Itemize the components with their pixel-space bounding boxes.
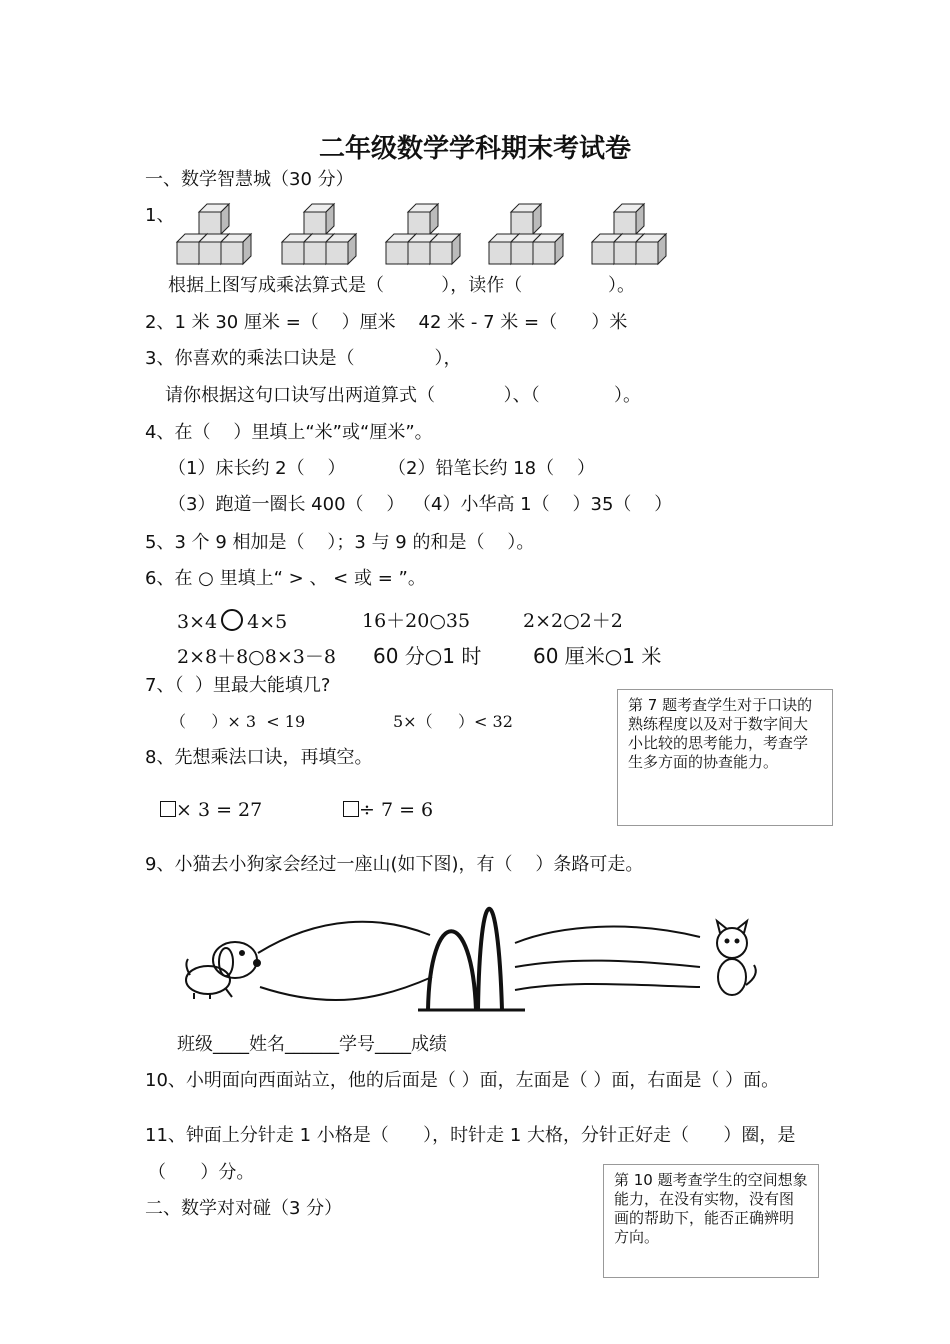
cube-figure-5 [592, 204, 666, 264]
class-info: 班级____姓名______学号____成绩 [177, 1034, 447, 1055]
cube-figure-2 [282, 204, 356, 264]
mountain-right [478, 909, 502, 1010]
q7-line1: 7、（ ）里最大能填几? [145, 675, 331, 696]
q2-text: 2、1 米 30 厘米 =（ ）厘米 42 米 - 7 米 =（ ）米 [145, 312, 628, 333]
dog-icon [186, 942, 260, 999]
mountain-path-figure [180, 885, 770, 1015]
blank-box-icon [160, 801, 176, 817]
cube-figures [175, 200, 675, 272]
q4-item-2: （2）铅笔长约 18（ ） [388, 458, 595, 479]
q11-line2: （ ）分。 [148, 1162, 255, 1183]
q7-item-1: （ ）× 3 < 19 [170, 712, 306, 731]
path-lower-right [515, 984, 700, 990]
section-1-heading: 一、数学智慧城（30 分） [145, 169, 354, 190]
page-title: 二年级数学学科期末考试卷 [318, 134, 631, 164]
path-upper-left [258, 922, 430, 953]
q4-item-1: （1）床长约 2（ ） [168, 458, 346, 479]
cube-figure-3 [386, 204, 460, 264]
q8-item-2-text: ÷ 7 = 6 [359, 799, 434, 821]
q6-expr-1-right: 4×5 [247, 611, 288, 633]
q7-item-2: 5×（ ）< 32 [393, 712, 513, 731]
note-q7: 第 7 题考查学生对于口诀的熟练程度以及对于数字间大小比较的思考能力，考查学生多方面的协查能力。 [617, 689, 833, 826]
q6-expr-1-left: 3×4 [177, 611, 218, 633]
cube-figure-1 [177, 204, 251, 264]
q4-line1: 4、在（ ）里填上“米”或“厘米”。 [145, 422, 433, 443]
mountain-left [428, 931, 476, 1010]
path-upper-right [515, 927, 700, 943]
q11-line1: 11、钟面上分针走 1 小格是（ ），时针走 1 大格，分针正好走（ ）圈，是 [145, 1125, 796, 1146]
q6-expr-5: 60 分○1 时 [373, 644, 482, 668]
q6-expr-2: 16＋20○35 [362, 610, 471, 632]
q6-line1: 6、在 ○ 里填上“ > 、 < 或 = ”。 [145, 568, 426, 589]
q6-expr-1 [177, 609, 287, 634]
q10-text: 10、小明面向西面站立，他的后面是（ ）面，左面是（ ）面，右面是（ ）面。 [145, 1070, 780, 1091]
q8-item-1-text: × 3 = 27 [176, 799, 263, 821]
blank-box-icon [343, 801, 359, 817]
cube-figure-4 [489, 204, 563, 264]
q8-item-1 [160, 798, 262, 822]
section-2-heading: 二、数学对对碰（3 分） [145, 1198, 343, 1219]
q8-item-2 [343, 798, 433, 822]
q4-item-4: （4）小华高 1（ ）35（ ） [413, 494, 673, 515]
q1-text: 根据上图写成乘法算式是（ ），读作（ ）。 [168, 275, 636, 296]
q3-line2: 请你根据这句口诀写出两道算式（ ）、（ ）。 [165, 385, 642, 406]
q8-line1: 8、先想乘法口诀，再填空。 [145, 747, 373, 768]
q5-text: 5、3 个 9 相加是（ ）；3 与 9 的和是（ ）。 [145, 532, 535, 553]
q4-item-3: （3）跑道一圈长 400（ ） [168, 494, 405, 515]
q6-expr-3: 2×2○2＋2 [523, 610, 623, 632]
note-q10: 第 10 题考查学生的空间想象能力，在没有实物，没有图画的帮助下，能否正确辨明方向。 [603, 1164, 819, 1278]
compare-circle-icon [221, 609, 243, 631]
q6-expr-6: 60 厘米○1 米 [533, 644, 662, 668]
q3-line1: 3、你喜欢的乘法口诀是（ ）， [145, 348, 462, 369]
q9-text: 9、小猫去小狗家会经过一座山(如下图)，有（ ）条路可走。 [145, 854, 644, 875]
q6-expr-4: 2×8＋8○8×3－8 [177, 646, 336, 668]
path-middle-right [515, 961, 700, 967]
cat-icon [717, 921, 756, 995]
q1-number: 1、 [145, 205, 175, 226]
path-lower-left [260, 977, 432, 1000]
